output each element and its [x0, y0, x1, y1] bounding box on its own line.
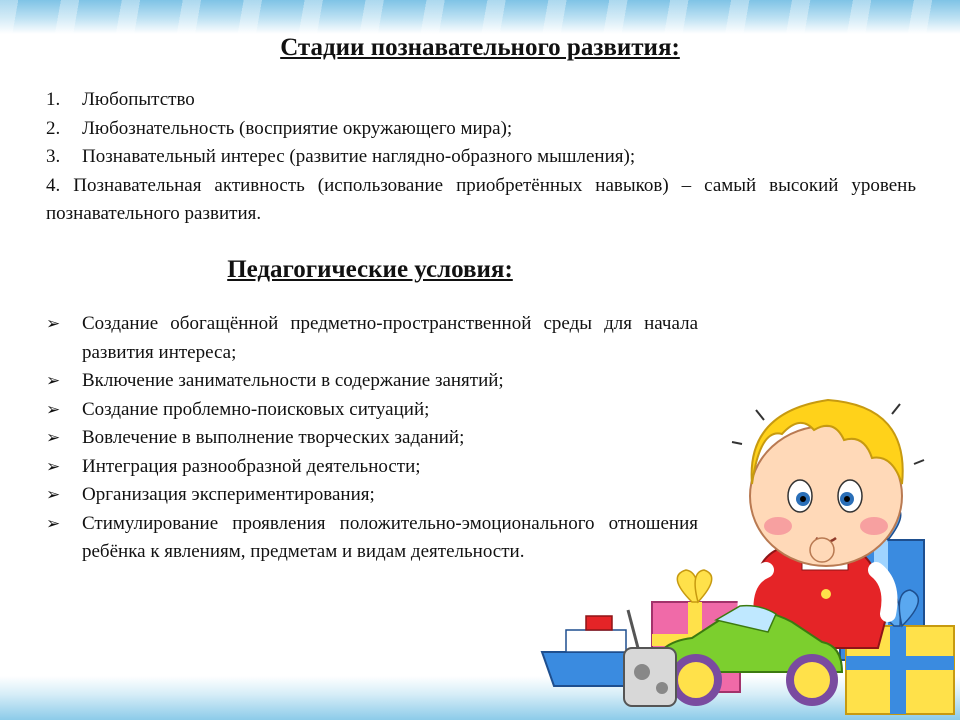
arrow-bullet-icon: ➢	[46, 485, 61, 504]
condition-text: Интеграция разнообразной деятельности;	[82, 455, 421, 477]
stage-number: 1.	[46, 89, 61, 110]
condition-text: Включение занимательности в содержание занятий;	[82, 370, 504, 391]
stages-list	[46, 86, 916, 229]
stage-item	[46, 86, 916, 115]
condition-text: Вовлечение в выполнение творческих заданий;	[82, 427, 465, 448]
arrow-bullet-icon: ➢	[46, 456, 61, 476]
top-decor-band	[0, 0, 960, 34]
section-subtitle: Педагогические условия:	[227, 256, 513, 283]
stage-text: Любознательность (восприятие окружающего мира);	[82, 117, 513, 139]
stage-text: Познавательный интерес (развитие наглядно-образного мышления);	[82, 146, 636, 167]
arrow-bullet-icon: ➢	[46, 428, 61, 447]
condition-text: Создание обогащённой предметно-пространственной среды для начала развития интереса;	[82, 313, 698, 363]
arrow-bullet-icon: ➢	[46, 371, 61, 390]
arrow-bullet-icon: ➢	[46, 314, 61, 333]
page-title: Стадии познавательного развития:	[280, 34, 680, 61]
child-with-toys-illustration	[520, 380, 960, 720]
stage-item	[46, 172, 916, 229]
stage-number: 3.	[46, 146, 61, 167]
condition-item	[46, 310, 698, 367]
condition-text: Стимулирование проявления положительно-эмоционального отношения ребёнка к явлениям, предметам и видам деятельности.	[82, 512, 698, 562]
condition-text: Организация экспериментирования;	[82, 484, 375, 505]
arrow-bullet-icon: ➢	[46, 513, 61, 533]
stage-number: 2.	[46, 117, 61, 139]
stage-item	[46, 143, 916, 172]
stage-text: Познавательная активность (использование приобретённых навыков) – самый высокий уровень познавательного развития.	[46, 174, 917, 224]
arrow-bullet-icon: ➢	[46, 399, 61, 419]
stage-text: Любопытство	[82, 89, 195, 110]
condition-text: Создание проблемно-поисковых ситуаций;	[82, 398, 430, 420]
stage-item	[46, 115, 916, 144]
stage-number: 4.	[46, 174, 61, 196]
